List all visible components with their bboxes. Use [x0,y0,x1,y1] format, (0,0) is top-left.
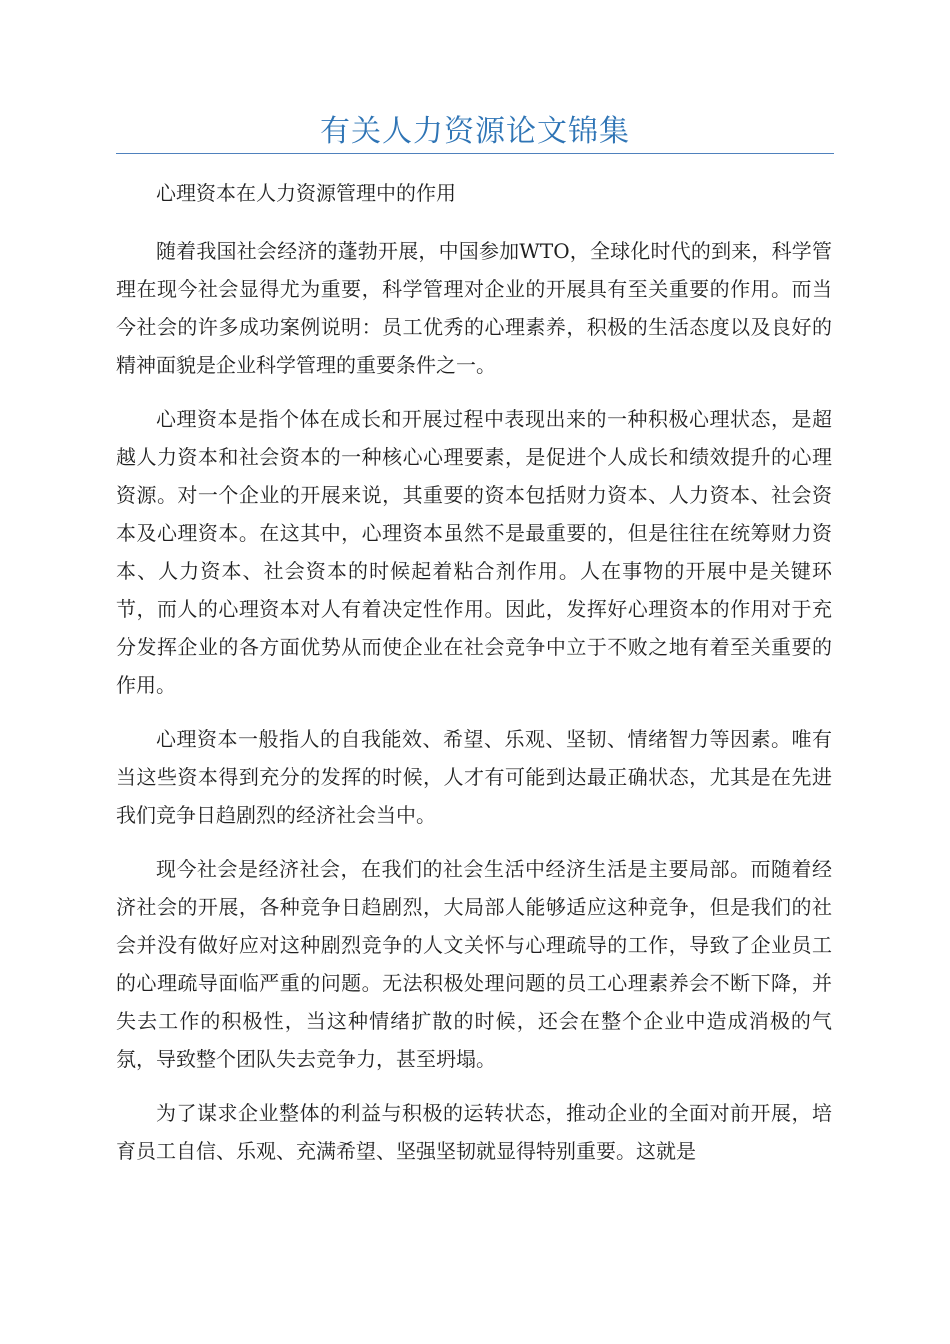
paragraph-1: 随着我国社会经济的蓬勃开展，中国参加WTO，全球化时代的到来，科学管理在现今社会显得尤为重要，科学管理对企业的开展具有至关重要的作用。而当今社会的许多成功案例说明：员工优秀的心理素养，积极的生活态度以及良好的精神面貌是企业科学管理的重要条件之一。 [116,239,832,377]
title-underline [116,153,834,154]
paragraph-5: 为了谋求企业整体的利益与积极的运转状态，推动企业的全面对前开展，培育员工自信、乐观、充满希望、坚强坚韧就显得特别重要。这就是 [116,1101,832,1163]
document-body [116,174,832,1186]
document-title: 有关人力资源论文锦集 [320,114,630,149]
paragraph-2: 心理资本是指个体在成长和开展过程中表现出来的一种积极心理状态，是超越人力资本和社会资本的一种核心心理要素，是促进个人成长和绩效提升的心理资源。对一个企业的开展来说，其重要的资本包括财力资本、人力资本、社会资本及心理资本。在这其中，心理资本虽然不是最重要的，但是往往在统筹财力资本、人力资本、社会资本的时候起着粘合剂作用。人在事物的开展中是关键环节，而人的心理资本对人有着决定性作用。因此，发挥好心理资本的作用对于充分发挥企业的各方面优势从而使企业在社会竞争中立于不败之地有着至关重要的作用。 [116,407,832,697]
paragraph-3: 心理资本一般指人的自我能效、希望、乐观、坚韧、情绪智力等因素。唯有当这些资本得到充分的发挥的时候，人才有可能到达最正确状态，尤其是在先进我们竞争日趋剧烈的经济社会当中。 [116,727,832,827]
section-heading: 心理资本在人力资源管理中的作用 [156,181,456,205]
paragraph-4: 现今社会是经济社会，在我们的社会生活中经济生活是主要局部。而随着经济社会的开展，各种竞争日趋剧烈，大局部人能够适应这种竞争，但是我们的社会并没有做好应对这种剧烈竞争的人文关怀与心理疏导的工作，导致了企业员工的心理疏导面临严重的问题。无法积极处理问题的员工心理素养会不断下降，并失去工作的积极性，当这种情绪扩散的时候，还会在整个企业中造成消极的气氛，导致整个团队失去竞争力，甚至坍塌。 [116,857,832,1071]
